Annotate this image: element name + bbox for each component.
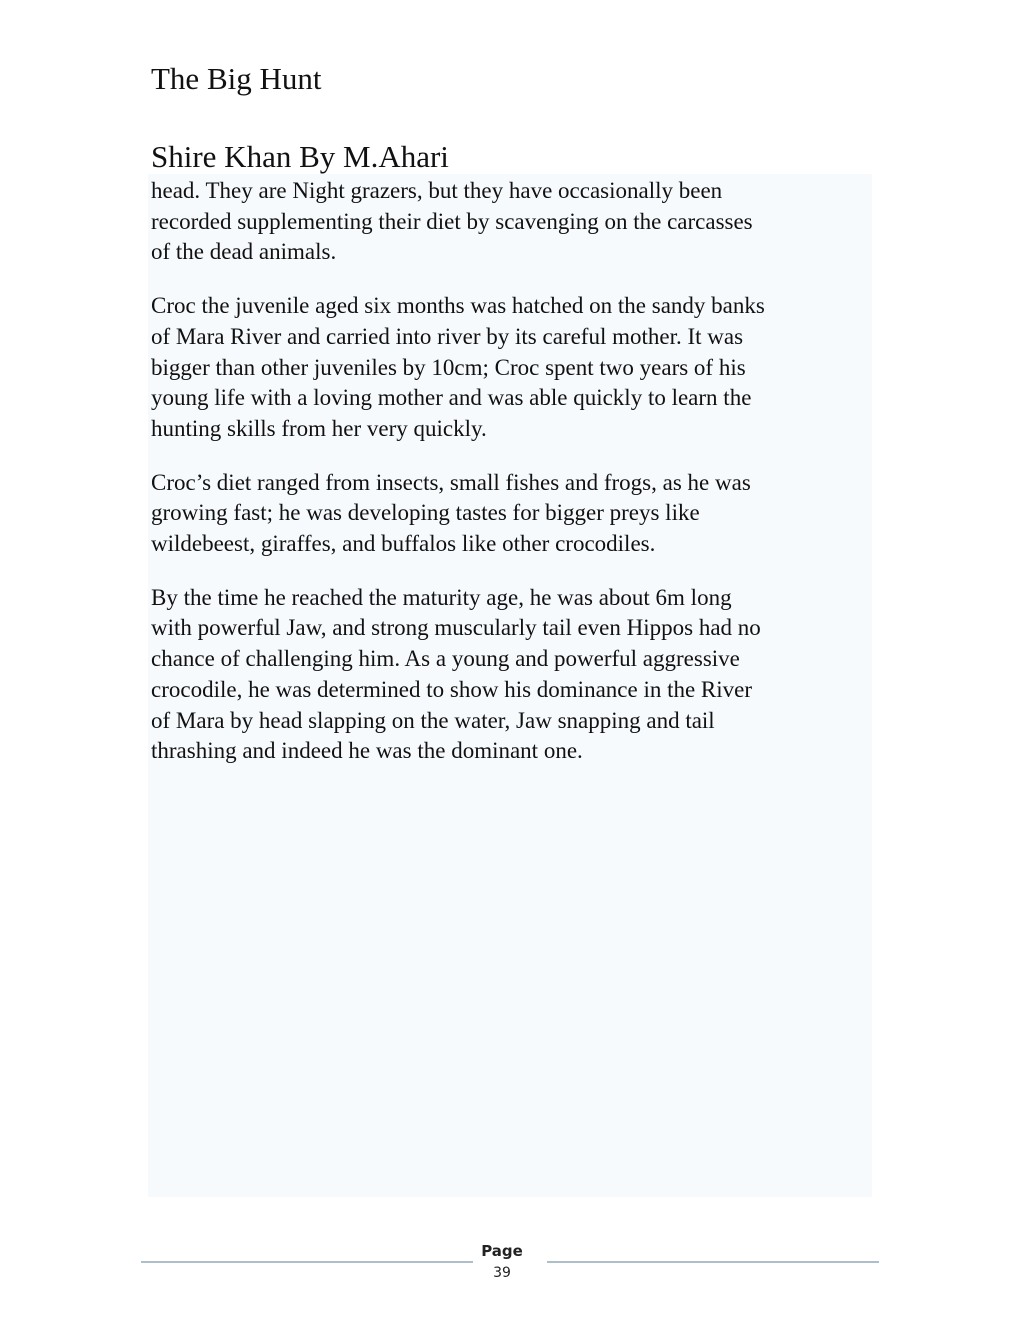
document-subtitle: Shire Khan By M.Ahari <box>151 139 449 174</box>
page-number: 39 <box>493 1265 511 1281</box>
text-line: chance of challenging him. As a young and powerful aggressive <box>151 646 740 672</box>
text-line: wildebeest, giraffes, and buffalos like other crocodiles. <box>151 531 656 557</box>
paragraph <box>151 468 867 560</box>
footer-divider-right <box>547 1261 879 1263</box>
text-line: By the time he reached the maturity age, he was about 6m long <box>151 584 732 610</box>
text-line: bigger than other juveniles by 10cm; Croc spent two years of his <box>151 354 746 380</box>
body-text <box>151 176 867 790</box>
paragraph <box>151 583 867 767</box>
text-line: young life with a loving mother and was able quickly to learn the <box>151 385 752 411</box>
page-footer <box>471 1240 533 1284</box>
text-line: thrashing and indeed he was the dominant one. <box>151 738 583 764</box>
text-line: crocodile, he was determined to show his dominance in the River <box>151 676 753 702</box>
footer-divider-left <box>141 1261 473 1263</box>
text-line: with powerful Jaw, and strong muscularly tail even Hippos had no <box>151 615 761 641</box>
paragraph <box>151 176 867 268</box>
text-line: recorded supplementing their diet by scavenging on the carcasses <box>151 208 753 234</box>
document-title: The Big Hunt <box>151 61 322 96</box>
text-line: of Mara River and carried into river by its careful mother. It was <box>151 323 744 349</box>
text-line: Croc the juvenile aged six months was hatched on the sandy banks <box>151 293 765 319</box>
text-line: Croc’s diet ranged from insects, small fishes and frogs, as he was <box>151 469 751 495</box>
text-line: hunting skills from her very quickly. <box>151 415 487 441</box>
text-line: growing fast; he was developing tastes for bigger preys like <box>151 500 700 526</box>
paragraph <box>151 291 867 445</box>
text-line: of Mara by head slapping on the water, Jaw snapping and tail <box>151 707 715 733</box>
text-line: head. They are Night grazers, but they have occasionally been <box>151 178 723 203</box>
page-label: Page <box>481 1242 523 1260</box>
text-line: of the dead animals. <box>151 239 337 265</box>
